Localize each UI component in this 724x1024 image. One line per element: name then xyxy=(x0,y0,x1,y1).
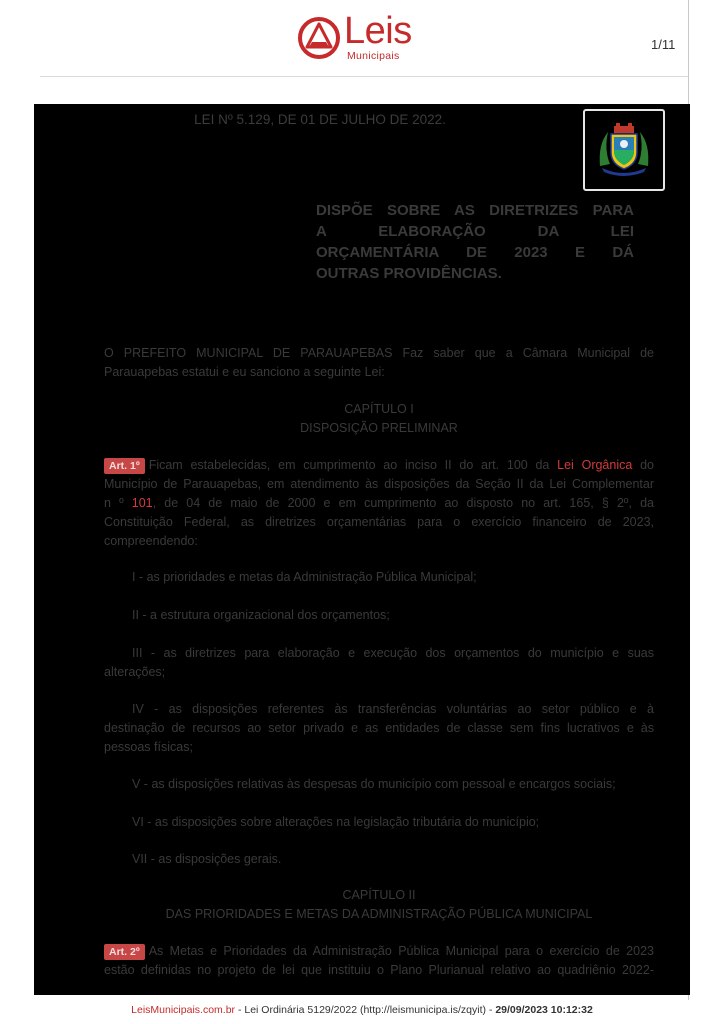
page-footer xyxy=(0,1004,724,1016)
item-text: destinação de recursos ao setor privado e as entidades de classe sem fins lucrativos e às xyxy=(104,721,654,735)
preamble-line: Parauapebas estatui e eu sanciono a seguinte Lei: xyxy=(104,365,385,379)
article-badge[interactable]: Art. 2º xyxy=(104,944,145,960)
article-1-line xyxy=(104,494,654,513)
item-text: IV - as disposições referentes às transferências voluntárias ao setor público e à xyxy=(132,702,654,716)
item-text: III - as diretrizes para elaboração e execução dos orçamentos do município e suas xyxy=(132,646,654,660)
article-1-line: Constituição Federal, as diretrizes orçamentárias para o exercício financeiro de 2023, xyxy=(104,515,654,529)
item-vi xyxy=(104,813,654,832)
preamble xyxy=(104,344,654,382)
item-i xyxy=(104,568,654,587)
item-vii xyxy=(104,850,654,869)
item-text: V - as disposições relativas às despesas do município com pessoal e encargos sociais; xyxy=(132,777,616,791)
article-1-line: compreendendo: xyxy=(104,534,198,548)
article-1 xyxy=(104,456,654,551)
item-iv xyxy=(104,700,654,757)
article-2-line: estão definidas no projeto de lei que instituiu o Plano Plurianual relativo ao quadriênio 2022- xyxy=(104,963,654,977)
item-text: pessoas físicas; xyxy=(104,740,193,754)
footer-reference: - Lei Ordinária 5129/2022 (http://leismunicipa.is/zqyit) - xyxy=(235,1004,496,1016)
chapter-title: DAS PRIORIDADES E METAS DA ADMINISTRAÇÃO PÚBLICA MUNICIPAL xyxy=(165,907,593,921)
article-2 xyxy=(104,942,654,980)
footer-site-link[interactable]: LeisMunicipais.com.br xyxy=(131,1004,236,1016)
article-1-line: Município de Parauapebas, em atendimento às disposições da Seção II da Lei Complementar xyxy=(104,477,654,491)
logo-wordmark: Leis xyxy=(344,10,412,52)
law-ementa xyxy=(316,200,634,284)
item-text: alterações; xyxy=(104,665,166,679)
ementa-line: OUTRAS PROVIDÊNCIAS. xyxy=(316,265,502,282)
article-text: n º xyxy=(104,496,132,510)
article-1-line xyxy=(104,456,654,475)
chapter-title: DISPOSIÇÃO PRELIMINAR xyxy=(300,421,458,435)
ementa-line: DISPÕE SOBRE AS DIRETRIZES PARA xyxy=(316,202,634,219)
page-header xyxy=(0,0,724,80)
lei-organica-link[interactable]: Lei Orgânica xyxy=(557,458,633,472)
chapter-label: CAPÍTULO I xyxy=(344,402,414,416)
article-text: Ficam estabelecidas, em cumprimento ao inciso II do art. 100 da xyxy=(148,458,558,472)
header-divider xyxy=(40,76,688,77)
law-title: LEI Nº 5.129, DE 01 DE JULHO DE 2022. xyxy=(194,112,446,127)
item-ii xyxy=(104,606,654,625)
leis-municipais-logo[interactable] xyxy=(297,10,427,66)
coat-of-arms-icon xyxy=(594,120,654,180)
item-v xyxy=(104,775,654,794)
logo-subtitle: Municipais xyxy=(347,50,400,62)
leis-logo-icon xyxy=(297,16,341,60)
item-text: I - as prioridades e metas da Administração Pública Municipal; xyxy=(132,570,477,584)
ementa-line: A ELABORAÇÃO DA LEI xyxy=(316,223,634,240)
article-badge[interactable]: Art. 1º xyxy=(104,458,145,474)
municipal-crest xyxy=(583,109,665,191)
item-text: VI - as disposições sobre alterações na legislação tributária do município; xyxy=(132,815,540,829)
item-iii xyxy=(104,644,654,682)
chapter-2-heading xyxy=(104,886,654,924)
item-text: II - a estrutura organizacional dos orçamentos; xyxy=(132,608,390,622)
article-2-line xyxy=(104,942,654,961)
footer-timestamp: 29/09/2023 10:12:32 xyxy=(495,1004,593,1016)
ementa-line: ORÇAMENTÁRIA DE 2023 E DÁ xyxy=(316,244,634,261)
article-text: , de 04 de maio de 2000 e em cumprimento ao disposto no art. 165, § 2º, da xyxy=(152,496,654,510)
article-text: do xyxy=(632,458,654,472)
chapter-label: CAPÍTULO II xyxy=(342,888,416,902)
item-text: VII - as disposições gerais. xyxy=(132,852,282,866)
page-indicator: 1/11 xyxy=(651,37,676,52)
lei-complementar-101-link[interactable]: 101 xyxy=(131,496,153,510)
chapter-1-heading xyxy=(104,400,654,438)
document-page xyxy=(34,104,690,995)
preamble-line: O PREFEITO MUNICIPAL DE PARAUAPEBAS Faz saber que a Câmara Municipal de xyxy=(104,346,654,360)
article-text: As Metas e Prioridades da Administração Pública Municipal para o exercício de 2023 xyxy=(148,944,654,958)
